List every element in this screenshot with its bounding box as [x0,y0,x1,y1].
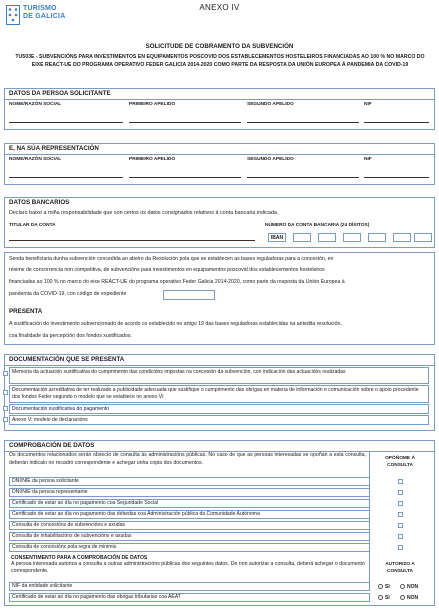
annex-label: ANEXO IV [199,3,240,12]
document-item-3: Documentación xustificativa do pagamento [9,404,429,414]
oppose-header: OPÓÑOME Á CONSULTA [385,456,415,468]
applicant-surname1-label: PRIMEIRO APELIDO [129,102,176,107]
check-row-6: Consulta de inhabilitacións de subvencións e axudas [9,532,370,541]
oppose-checkbox-6[interactable] [398,534,403,539]
consent-1-yes-radio[interactable] [378,584,383,589]
divider [5,154,434,155]
divider [5,99,434,100]
representative-name-field[interactable] [9,177,123,178]
documents-section [4,354,435,431]
present-heading: PRESENTA [9,308,43,315]
consent-2-yes-radio[interactable] [378,595,383,600]
consent-text: A persoa interesada autoriza a consulta a outras administracións públicas dos seguintes datos. De non autorizar a consulta, deberá achegar o documento correspondente. [11,561,365,574]
form-subtitle: TU503E - SUBVENCIÓNS PARA INVESTIMENTOS EN EQUIPAMENTOS POSCOVID DOS ESTABLECEMENTOS HOSTELEIROS FINANCIADAS AO 100 % NO MARCO DO EIXE REACT-UE DO PROGRAMA OPERATIVO FEDER GALICIA 2014-2020 COMO PARTE DA RESPOSTA DA UNIÓN EUROPEA Á PANDEMIA DA COVID-19 [15,54,425,68]
bank-section [4,197,435,248]
applicant-nif-label: NIF [364,102,372,107]
consent-2-yes-label: SI [385,595,390,601]
oppose-checkbox-3[interactable] [398,501,403,506]
consent-1-yes-label: SI [385,584,390,590]
document-item-2: Documentación acreditativa de ter realizado a publicidade adecuada que xustifique o cumprimento das obrigas en materia de información e comunicación sobre o apoio procedente dos fondos Feder segundo o modelo que se establece no anexo VI [9,385,429,403]
present-line-1: A xustificación do investimento subvencionado de acordo co establecido no artigo 19 das bases reguladoras establecidas na antedita resolución, [9,321,342,327]
representative-surname2-field[interactable] [247,177,359,178]
present-line-2: coa finalidade da percepción dos fondos xustificados. [9,333,132,339]
applicant-surname1-field[interactable] [129,122,241,123]
account-holder-field[interactable] [9,240,255,241]
applicant-heading: DATOS DA PERSOA SOLICITANTE [9,90,111,97]
consent-2-no-radio[interactable] [400,595,405,600]
representative-nif-field[interactable] [364,177,429,178]
iban-box-3[interactable] [343,233,361,242]
account-holder-label: TITULAR DA CONTA [9,223,56,228]
consent-row-1: NIF da entidade solicitante [9,582,370,591]
check-row-2: DNI/NIE da persoa representante [9,488,370,497]
applicant-surname2-label: SEGUNDO APELIDO [247,102,294,107]
applicant-name-field[interactable] [9,122,123,123]
logo-line-1: TURISMO [23,5,57,12]
document-checkbox-3[interactable] [3,406,8,411]
representative-heading: E, NA SÚA REPRESENTACIÓN [9,145,99,152]
check-row-4: Certificado de estar ao día no pagamento das débedas coa Administración pública da Comunidade Autónoma [9,510,370,519]
beneficiary-line-2: réxime de concorrencia non competitiva, de subvencións para investimentos en equipamentos poscovid dos establecementos hosteleiros [9,267,325,273]
account-number-label: NÚMERO DA CONTA BANCARIA (24 DÍXITOS) [265,223,370,228]
oppose-checkbox-5[interactable] [398,523,403,528]
form-title: SOLICITUDE DE COBRAMENTO DA SUBVENCIÓN [145,43,294,50]
check-row-5: Consulta de concesións de subvencións e axudas [9,521,370,530]
data-check-intro: Os documentos relacionados serán obxecto de consulta ás administracións públicas. No caso de que as persoas interesadas se opoñan a esta consulta, deberán indicalo no recadro correspondente e achegar unha copia dos documentos. [9,452,366,466]
document-checkbox-2[interactable] [3,390,8,395]
oppose-checkbox-7[interactable] [398,545,403,550]
check-row-1: DNI/NIE da persoa solicitante [9,477,370,486]
representative-surname2-label: SEGUNDO APELIDO [247,157,294,162]
consent-1-no-radio[interactable] [400,584,405,589]
oppose-checkbox-1[interactable] [398,479,403,484]
beneficiary-line-4: pandemia da COVID-19, con código de expediente [9,291,127,297]
representative-surname1-field[interactable] [129,177,241,178]
representative-surname1-label: PRIMEIRO APELIDO [129,157,176,162]
divider [5,365,434,366]
representative-name-label: NOME/RAZÓN SOCIAL [9,157,62,162]
document-item-1: Memoria da actuación xustificativa do cumprimento das condicións impostas na concesión da subvención, con indicación das actuacións realizadas [9,367,429,384]
authorize-header: AUTORIZO A CONSULTA [385,562,415,574]
bank-declaration: Declaro baixo a miña responsabilidade que son certos os datos consignados relativos á conta bancaria indicada. [9,210,279,216]
consent-heading: CONSENTIMENTO PARA A COMPROBACIÓN DE DATOS [11,555,148,561]
iban-label: IBAN [268,233,286,242]
oppose-checkbox-2[interactable] [398,490,403,495]
logo-line-2: DE GALICIA [23,13,66,20]
applicant-surname2-field[interactable] [247,122,359,123]
check-row-3: Certificado de estar ao día no pagamento coa Seguridade Social [9,499,370,508]
consent-1-no-label: NON [407,584,419,590]
applicant-section [4,88,435,130]
iban-box-6[interactable] [414,233,432,242]
iban-box-4[interactable] [368,233,386,242]
representative-nif-label: NIF [364,157,372,162]
applicant-name-label: NOME/RAZÓN SOCIAL [9,102,62,107]
consent-row-2: Certificado de estar ao día no pagamento das obrigas tributarias coa AEAT [9,593,370,602]
iban-box-2[interactable] [318,233,336,242]
applicant-nif-field[interactable] [364,122,429,123]
document-item-4: Anexo V: modelo de declaracións [9,415,429,425]
beneficiary-line-1: Senda beneficiaria dunha subvención concedida ao abeiro da Resolución pola que se establecen as bases reguladoras para a concesión, en [9,256,334,262]
file-code-field[interactable] [163,290,215,300]
representative-section [4,143,435,185]
consent-2-no-label: NON [407,595,419,601]
data-check-heading: COMPROBACIÓN DE DATOS [9,442,95,449]
document-checkbox-4[interactable] [3,417,8,422]
iban-box-1[interactable] [293,233,311,242]
oppose-checkbox-4[interactable] [398,512,403,517]
beneficiary-section [4,252,435,345]
document-checkbox-1[interactable] [3,371,8,376]
beneficiary-line-3: financiadas ao 100 % no marco do eixe REACT-UE do programa operativo Feder Galicia 2014-2020, como parte da resposta da Unión Europea á [9,279,345,285]
check-row-7: Consulta de concesións pola regra de minimis [9,543,370,552]
iban-box-5[interactable] [393,233,411,242]
documents-heading: DOCUMENTACIÓN QUE SE PRESENTA [9,356,125,363]
bank-heading: DATOS BANCARIOS [9,199,70,206]
data-check-section [4,440,435,606]
